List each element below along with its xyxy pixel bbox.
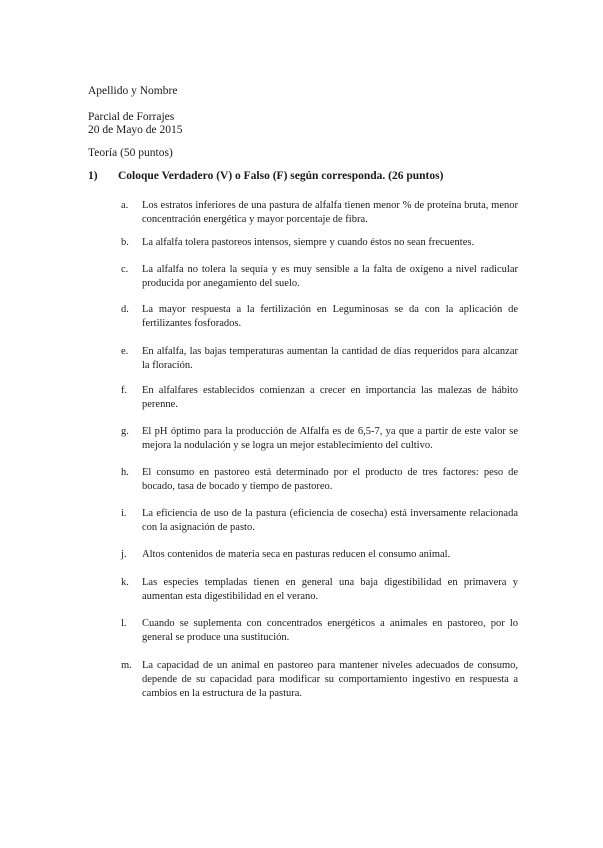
item-text: La alfalfa no tolera la sequía y es muy sensible a la falta de oxígeno a nivel radicular producida por anegamiento del suelo. bbox=[142, 264, 518, 289]
item-text: Los estratos inferiores de una pastura de alfalfa tienen menor % de proteína bruta, menor concentración energética y mayor porcentaje de fibra. bbox=[142, 200, 518, 225]
item-letter: g. bbox=[121, 426, 129, 437]
item-text: El pH óptimo para la producción de Alfalfa es de 6,5-7, ya que a partir de este valor se mejora la nodulación y se logra un mejor establecimiento del cultivo. bbox=[142, 426, 518, 451]
list-item bbox=[121, 659, 518, 701]
item-text: La alfalfa tolera pastoreos intensos, siempre y cuando éstos no sean frecuentes. bbox=[142, 237, 475, 248]
list-item bbox=[121, 384, 518, 412]
item-letter: l. bbox=[121, 618, 127, 629]
question-heading bbox=[88, 170, 443, 182]
item-letter: j. bbox=[121, 549, 127, 560]
item-text: La capacidad de un animal en pastoreo para mantener niveles adecuados de consumo, depende de su capacidad para modificar su comportamiento ingestivo en respuesta a cambios en la estructura de la pastura. bbox=[142, 660, 518, 699]
item-letter: f. bbox=[121, 385, 128, 396]
exam-title: Parcial de Forrajes bbox=[88, 111, 175, 123]
item-letter: h. bbox=[121, 467, 129, 478]
list-item bbox=[121, 236, 518, 250]
list-item bbox=[121, 303, 518, 331]
list-item bbox=[121, 263, 518, 291]
item-text: El consumo en pastoreo está determinado por el producto de tres factores: peso de bocado, tasa de bocado y tiempo de pastoreo. bbox=[142, 467, 518, 492]
exam-date: 20 de Mayo de 2015 bbox=[88, 124, 183, 136]
list-item bbox=[121, 576, 518, 604]
list-item bbox=[121, 617, 518, 645]
question-title: Coloque Verdadero (V) o Falso (F) según corresponda. (26 puntos) bbox=[118, 170, 444, 182]
student-name-line: Apellido y Nombre bbox=[88, 85, 178, 97]
item-text: Cuando se suplementa con concentrados energéticos a animales en pastoreo, por lo general se produce una sustitución. bbox=[142, 618, 518, 643]
item-letter: m. bbox=[121, 660, 132, 671]
list-item bbox=[121, 345, 518, 373]
item-text: En alfalfares establecidos comienzan a crecer en importancia las malezas de hábito perenne. bbox=[142, 385, 518, 410]
item-letter: c. bbox=[121, 264, 129, 275]
item-letter: e. bbox=[121, 346, 129, 357]
item-letter: a. bbox=[121, 200, 129, 211]
item-text: Altos contenidos de materia seca en pasturas reducen el consumo animal. bbox=[142, 549, 451, 560]
list-item bbox=[121, 425, 518, 453]
list-item bbox=[121, 199, 518, 227]
list-item bbox=[121, 466, 518, 494]
list-item bbox=[121, 548, 518, 562]
item-letter: i. bbox=[121, 508, 127, 519]
item-letter: b. bbox=[121, 237, 129, 248]
item-letter: d. bbox=[121, 304, 129, 315]
item-letter: k. bbox=[121, 577, 129, 588]
item-text: En alfalfa, las bajas temperaturas aumentan la cantidad de días requeridos para alcanzar la floración. bbox=[142, 346, 518, 371]
section-title: Teoría (50 puntos) bbox=[88, 147, 173, 159]
item-text: Las especies templadas tienen en general una baja digestibilidad en primavera y aumentan esta digestibilidad en el verano. bbox=[142, 577, 518, 602]
list-item bbox=[121, 507, 518, 535]
item-text: La eficiencia de uso de la pastura (eficiencia de cosecha) está inversamente relacionada con la asignación de pasto. bbox=[142, 508, 518, 533]
question-number: 1) bbox=[88, 170, 98, 182]
item-text: La mayor respuesta a la fertilización en Leguminosas se da con la aplicación de fertilizantes fosforados. bbox=[142, 304, 518, 329]
